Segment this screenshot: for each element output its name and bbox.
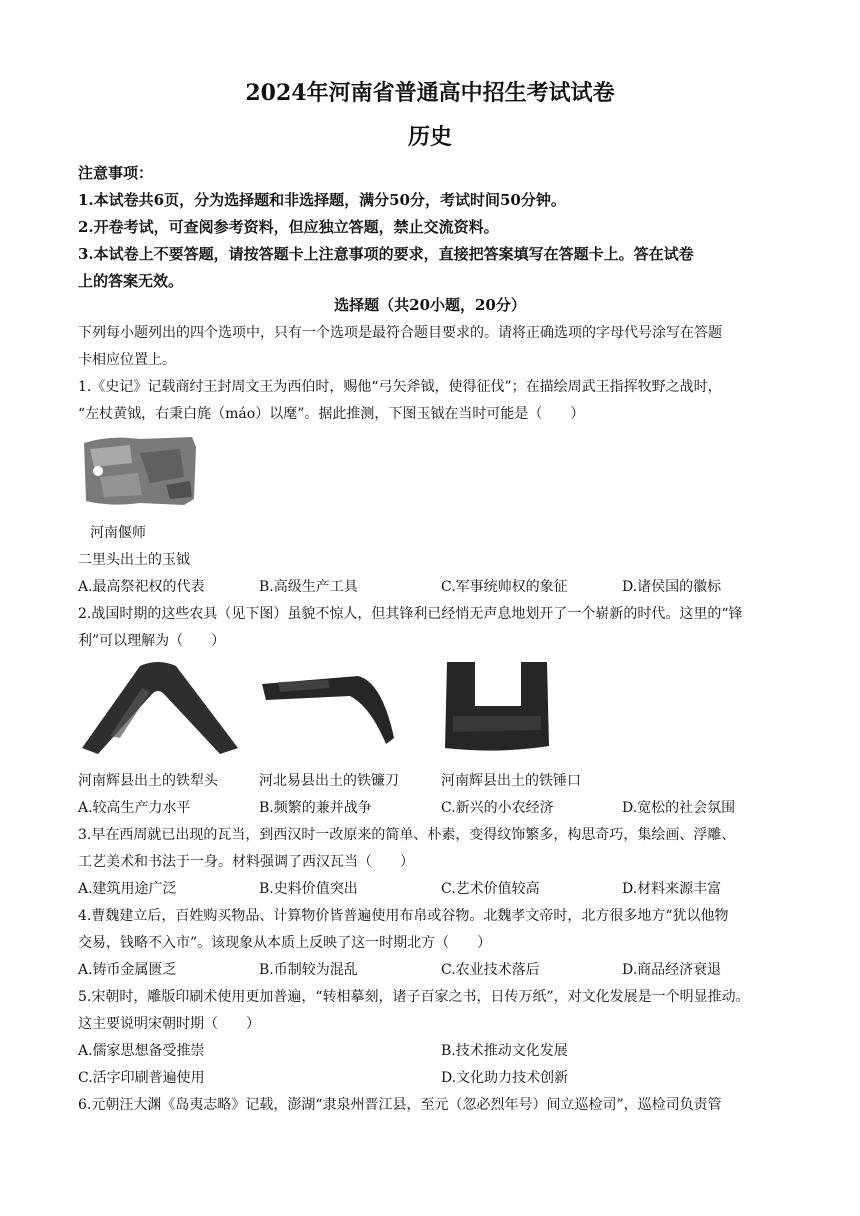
question-5-text: 这主要说明宋朝时期（ ） [78,1016,260,1032]
question-4-option-c: C.农业技术落后 [441,962,540,978]
note-item: 3.本试卷上不要答题，请按答题卡上注意事项的要求，直接把答案填写在答题卡上。答在试卷 [78,245,694,263]
iron-sickle-image [258,672,398,752]
question-5-option-d: D.文化助力技术创新 [441,1070,569,1086]
figure-1-caption: 二里头出土的玉钺 [78,552,190,568]
question-4-text: 交易，钱略不入市”。该现象从本质上反映了这一时期北方（ ） [78,935,492,951]
note-item: 1.本试卷共6页，分为选择题和非选择题，满分50分，考试时间50分钟。 [78,191,566,209]
question-4-text: 4.曹魏建立后，百姓购买物品、计算物价皆普遍使用布帛或谷物。北魏孝文帝时，北方很多地方“犹以他物 [78,908,729,924]
question-1-text: “左杖黄钺，右秉白旄（máo）以麾”。据此推测，下图玉钺在当时可能是（ ） [78,406,585,422]
question-1-option-b: B.高级生产工具 [259,579,358,595]
question-5-option-b: B.技术推动文化发展 [441,1043,568,1059]
question-3-option-b: B.史料价值突出 [259,881,358,897]
jade-yue-image [80,433,200,511]
iron-hammer-mouth-image [441,660,553,754]
figure-2-caption-plowshare: 河南辉县出土的铁犁头 [78,773,218,789]
section-instruction: 卡相应位置上。 [78,352,176,368]
question-1-text: 1.《史记》记载商纣王封周文王为西伯时，赐他“弓矢斧钺，使得征伐”；在描绘周武王指挥牧野之战时， [78,379,722,395]
section-title: 选择题（共20小题，20分） [334,296,526,314]
question-2-option-a: A.较高生产力水平 [78,800,191,816]
figure-2-caption-hammer: 河南辉县出土的铁锤口 [441,773,581,789]
note-item: 上的答案无效。 [78,272,184,290]
question-5-option-a: A.儒家思想备受推崇 [78,1043,205,1059]
question-3-text: 工艺美术和书法于一身。材料强调了西汉瓦当（ ） [78,854,414,870]
exam-title: 2024年河南省普通高中招生考试试卷 [245,80,615,106]
question-1-option-c: C.军事统帅权的象征 [441,579,568,595]
question-3-text: 3.早在西周就已出现的瓦当，到西汉时一改原来的简单、朴素，变得纹饰繁多，构思奇巧，集绘画、浮雕、 [78,827,736,843]
figure-2-caption-sickle: 河北易县出土的铁镰刀 [259,773,399,789]
question-1-option-d: D.诸侯国的徽标 [622,579,722,595]
question-5-option-c: C.活字印刷普遍使用 [78,1070,205,1086]
subject-title: 历史 [407,124,452,150]
question-6-text: 6.元朝汪大渊《岛夷志略》记载，澎湖“隶泉州晋江县，至元（忽必烈年号）间立巡检司”，巡检司负责管 [78,1097,722,1113]
question-2-option-d: D.宽松的社会氛围 [622,800,736,816]
question-4-option-a: A.铸币金属匮乏 [78,962,177,978]
note-item: 2.开卷考试，可查阅参考资料，但应独立答题，禁止交流资料。 [78,218,499,236]
question-3-option-c: C.艺术价值较高 [441,881,540,897]
question-5-text: 5.宋朝时，雕版印刷术使用更加普遍，“转相摹刻，诸子百家之书，日传万纸”，对文化发展是一个明显推动。 [78,989,750,1005]
question-4-option-b: B.币制较为混乱 [259,962,358,978]
question-3-option-d: D.材料来源丰富 [622,881,722,897]
question-4-option-d: D.商品经济衰退 [622,962,722,978]
question-1-option-a: A.最高祭祀权的代表 [78,579,205,595]
notes-heading: 注意事项： [78,164,154,182]
section-instruction: 下列每小题列出的四个选项中，只有一个选项是最符合题目要求的。请将正确选项的字母代号涂写在答题 [78,325,722,341]
question-2-text: 利”可以理解为（ ） [78,633,226,649]
question-2-option-b: B.频繁的兼并战争 [259,800,372,816]
question-2-option-c: C.新兴的小农经济 [441,800,554,816]
iron-plowshare-image [80,658,240,758]
question-2-text: 2.战国时期的这些农具（见下图）虽貌不惊人，但其锋利已经悄无声息地划开了一个崭新的时代。这里的“锋 [78,606,743,622]
question-3-option-a: A.建筑用途广泛 [78,881,177,897]
figure-1-caption: 河南偃师 [90,525,146,541]
